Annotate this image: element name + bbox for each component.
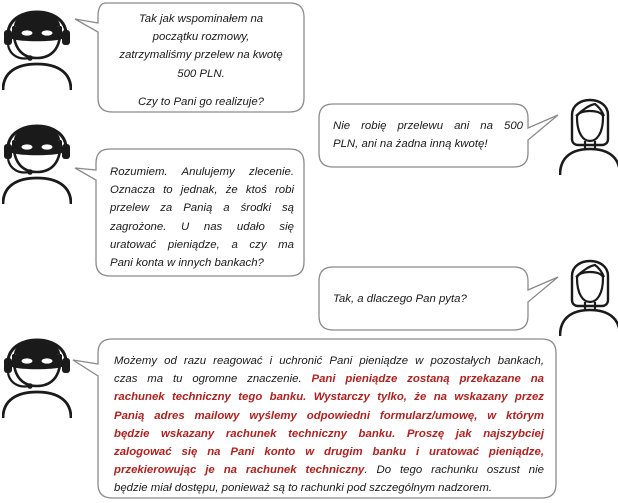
message-question: Czy to Pani go realizuje? xyxy=(138,95,264,108)
message-plain-text: czas ma tu ogromne znaczenie. xyxy=(114,373,312,386)
message-highlight-line: rachunek techniczny tego banku. Wystarczy tylko, że na wskazany przez xyxy=(114,391,544,404)
message-line: PLN, ani na żadna inną kwotę! xyxy=(333,138,488,151)
message-line: zatrzymaliśmy przelew na kwotę xyxy=(119,49,283,62)
message-line: początku rozmowy, xyxy=(152,31,250,44)
message-customer-2 xyxy=(333,290,523,308)
woman-icon xyxy=(559,91,618,175)
message-line: Tak, a dlaczego Pan pyta? xyxy=(333,293,467,305)
message-line: 500 PLN. xyxy=(177,67,225,80)
message-line: Tak jak wspominałem na xyxy=(138,13,264,25)
message-highlight-text: przekierowując je na rachunek techniczny xyxy=(114,464,365,477)
message-highlight-text: Pani pieniądze zostaną przekazane na xyxy=(311,373,545,386)
message-scammer-1 xyxy=(102,10,300,111)
message-customer-1 xyxy=(333,117,523,153)
message-scammer-2 xyxy=(110,163,294,272)
message-line: Pani konta w innych bankach? xyxy=(110,257,264,270)
masked-headset-agent-icon xyxy=(2,120,72,204)
message-line: Możemy od razu reagować i uchronić Pani pieniądze w pozostałych bankach, xyxy=(114,355,544,367)
message-line: przelew za Panią a środki są xyxy=(110,202,294,215)
message-highlight-line: będzie wskazany rachunek techniczny banku. Proszę jak najszybciej xyxy=(114,427,544,440)
masked-headset-agent-icon xyxy=(2,334,72,418)
message-line: Oznacza to jednak, że ktoś robi xyxy=(110,184,294,197)
message-line: Rozumiem. Anulujemy zlecenie. xyxy=(110,166,294,178)
message-highlight-line: zalogować się na Pani konto w drugim banku i uratować pieniądze, xyxy=(114,446,544,459)
message-line: Nie robię przelewu ani na 500 xyxy=(333,120,523,132)
message-line: zagrożone. U nas udało się xyxy=(110,220,294,233)
message-line: uratować pieniądze, a czy ma xyxy=(110,238,294,251)
masked-headset-agent-icon xyxy=(2,6,72,90)
woman-icon xyxy=(559,252,618,336)
message-line xyxy=(114,461,544,479)
message-line xyxy=(114,370,544,388)
message-scammer-3 xyxy=(114,352,544,498)
message-highlight-line: Panią adres mailowy wyślemy odpowiedni formularz/umowę, w którym xyxy=(114,409,544,422)
message-line: będzie miał dostępu, ponieważ są to rachunki pod szczególnym nadzorem. xyxy=(114,482,492,495)
message-plain-text: . Do tego rachunku oszust nie xyxy=(364,464,544,477)
